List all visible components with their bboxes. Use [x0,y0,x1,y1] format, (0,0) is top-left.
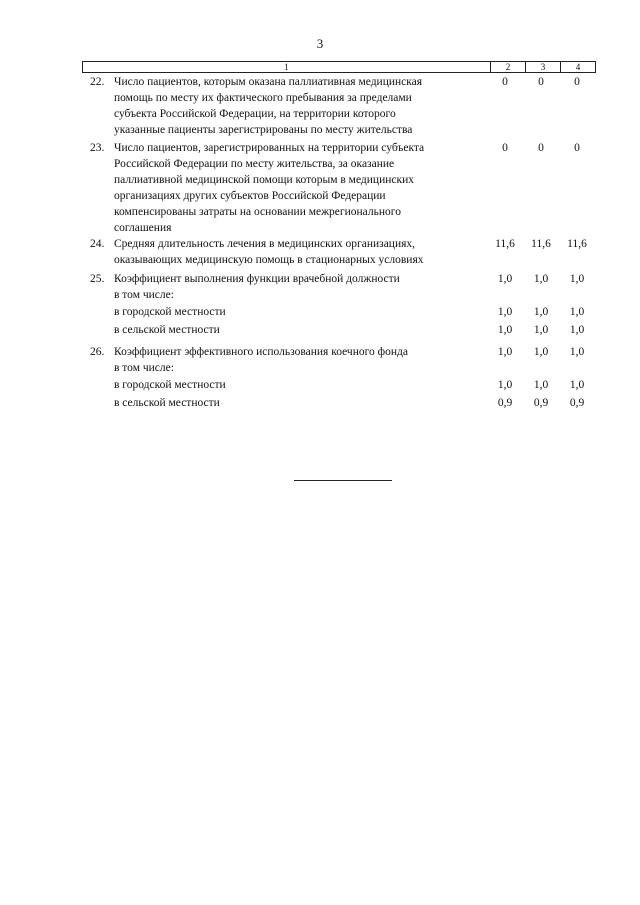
sub-row [114,377,604,393]
text-line: компенсированы затраты на основании межрегионального [114,206,401,218]
value-col-2: 1,0 [497,346,513,358]
row-number: 26. [90,346,105,358]
value-col-4: 0 [574,142,580,154]
value-col-4: 0 [574,76,580,88]
text-line: Коэффициент выполнения функции врачебной должности [114,273,400,285]
end-of-document-rule [294,480,392,481]
page-number: 3 [316,36,324,51]
value-col-4: 1,0 [569,273,585,285]
table-row [90,140,600,236]
table-row [90,344,600,376]
header-col-1: 1 [83,62,491,72]
row-text [114,74,470,138]
value-col-3: 1,0 [533,306,549,318]
text-line: Число пациентов, которым оказана паллиативная медицинская [114,76,423,88]
header-col-2: 2 [491,62,526,72]
text-line: указанные пациенты зарегистрированы по месту жительства [114,124,413,136]
sub-row-label: в сельской местности [114,324,220,336]
text-line: Российской Федерации по месту жительства, за оказание [114,158,395,170]
text-line: помощь по месту их фактического пребывания за пределами [114,92,412,104]
value-col-2: 11,6 [495,238,515,250]
row-text [114,140,470,236]
value-col-3: 0 [538,142,544,154]
value-col-2: 1,0 [497,379,513,391]
row-number: 23. [90,142,105,154]
sub-row [114,322,604,338]
text-line: субъекта Российской Федерации, на территории которого [114,108,396,120]
value-col-2: 1,0 [497,273,513,285]
value-col-3: 1,0 [533,379,549,391]
header-col-3: 3 [526,62,561,72]
text-line: организациях других субъектов Российской Федерации [114,190,386,202]
row-text [114,344,470,376]
text-line: в том числе: [114,289,174,301]
sub-row-label: в городской местности [114,306,226,318]
value-col-2: 0 [502,142,508,154]
value-col-4: 0,9 [569,397,585,409]
value-col-3: 1,0 [533,346,549,358]
value-col-4: 1,0 [569,324,585,336]
value-col-3: 0 [538,76,544,88]
sub-row [114,395,604,411]
value-col-4: 1,0 [569,346,585,358]
table-row [90,74,600,138]
value-col-4: 1,0 [569,379,585,391]
row-text [114,271,470,303]
text-line: оказывающих медицинскую помощь в стационарных условиях [114,254,424,266]
value-col-3: 1,0 [533,273,549,285]
row-text [114,236,470,268]
value-col-3: 1,0 [533,324,549,336]
value-col-2: 0 [502,76,508,88]
row-number: 24. [90,238,105,250]
table-row [90,271,600,303]
value-col-3: 0,9 [533,397,549,409]
value-col-2: 1,0 [497,324,513,336]
text-line: Средняя длительность лечения в медицинских организациях, [114,238,416,250]
table-header [82,61,596,73]
text-line: Число пациентов, зарегистрированных на территории субъекта [114,142,425,154]
sub-row-label: в сельской местности [114,397,220,409]
table-row [90,236,600,268]
text-line: паллиативной медицинской помощи которым в медицинских [114,174,414,186]
value-col-4: 11,6 [567,238,587,250]
value-col-4: 1,0 [569,306,585,318]
row-number: 25. [90,273,105,285]
sub-row-label: в городской местности [114,379,226,391]
value-col-2: 1,0 [497,306,513,318]
row-number: 22. [90,76,105,88]
value-col-2: 0,9 [497,397,513,409]
sub-row [114,304,604,320]
text-line: соглашения [114,222,172,234]
text-line: в том числе: [114,362,174,374]
text-line: Коэффициент эффективного использования коечного фонда [114,346,408,358]
header-col-4: 4 [575,62,581,72]
value-col-3: 11,6 [531,238,551,250]
